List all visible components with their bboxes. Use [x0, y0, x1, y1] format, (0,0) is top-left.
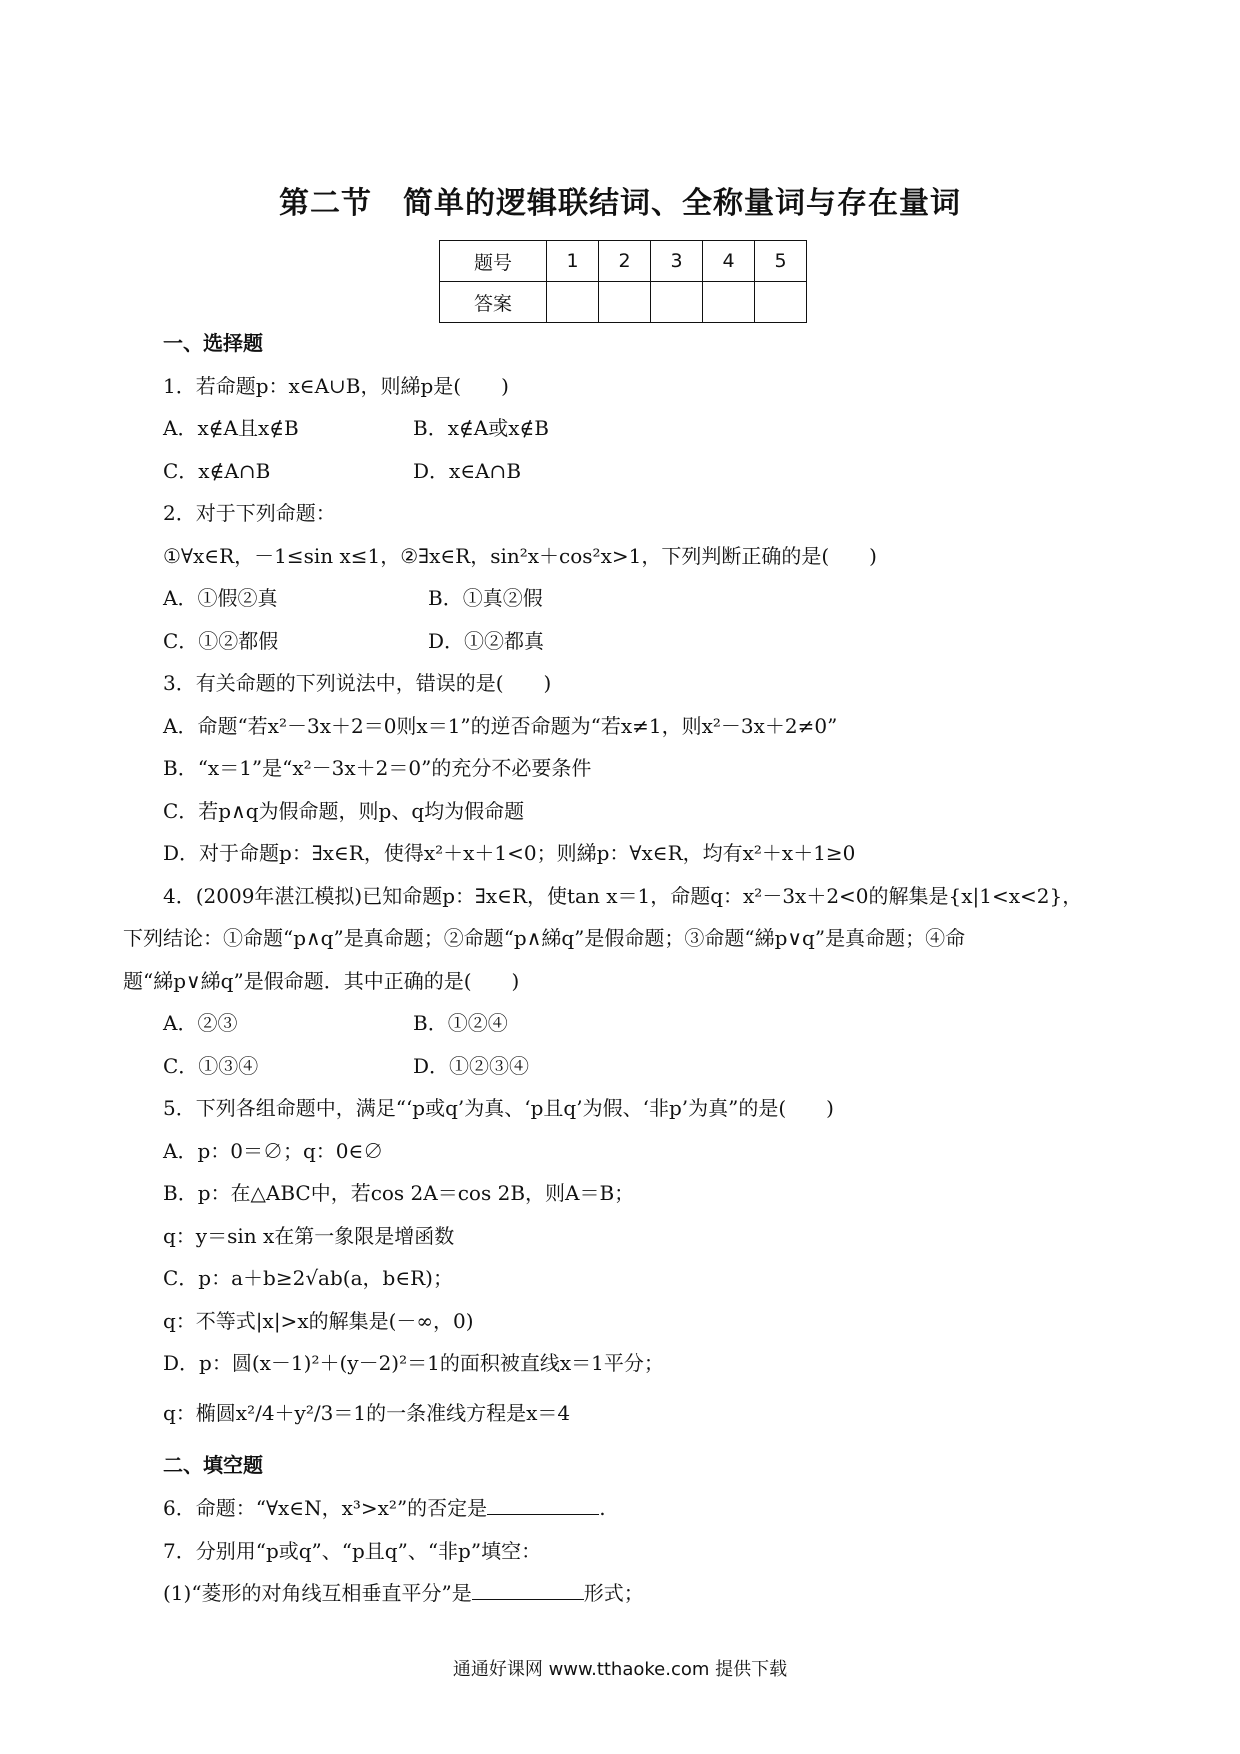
- table-row: [440, 241, 807, 282]
- answer-cell[interactable]: [703, 282, 755, 323]
- question-number-cell: 3: [651, 241, 703, 282]
- option-text: q：y＝sin x在第一象限是增函数: [163, 1224, 455, 1248]
- option-text: D．x∈A∩B: [413, 459, 522, 483]
- question-prompt: (1)“菱形的对角线互相垂直平分”是: [163, 1581, 472, 1605]
- option-text: A．②③: [163, 1011, 238, 1035]
- question-number-cell: 4: [703, 241, 755, 282]
- answer-blank[interactable]: [487, 1496, 599, 1515]
- option-text: C．①③④: [163, 1054, 259, 1078]
- option-text: C．①②都假: [163, 629, 279, 653]
- option-text: A．x∉A且x∉B: [163, 416, 299, 440]
- section-heading: 二、填空题: [163, 1453, 263, 1477]
- option-text: B．“x＝1”是“x²－3x＋2＝0”的充分不必要条件: [163, 756, 592, 780]
- answer-table: [439, 240, 807, 323]
- option-text: B．x∉A或x∉B: [413, 416, 550, 440]
- question-text: [163, 1495, 606, 1521]
- answer-cell[interactable]: [547, 282, 599, 323]
- question-text: 题“綈p∨綈q”是假命题．其中正确的是( ): [123, 969, 520, 993]
- option-text: A．命题“若x²－3x＋2＝0则x＝1”的逆否命题为“若x≠1，则x²－3x＋2≠0”: [163, 714, 838, 738]
- option-text: A．p：0＝∅；q：0∈∅: [163, 1139, 384, 1163]
- question-text: ①∀x∈R，－1≤sin x≤1，②∃x∈R，sin²x＋cos²x>1，下列判断正确的是( ): [163, 544, 877, 568]
- option-text: D．①②③④: [413, 1054, 530, 1078]
- answer-cell[interactable]: [599, 282, 651, 323]
- option-text: D．①②都真: [428, 629, 545, 653]
- section-heading: 一、选择题: [163, 331, 263, 355]
- question-number-cell: 1: [547, 241, 599, 282]
- page-footer: 通通好课网 www.tthaoke.com 提供下载: [452, 1659, 788, 1680]
- option-text: B．①②④: [413, 1011, 508, 1035]
- option-text: D．对于命题p：∃x∈R，使得x²＋x＋1<0；则綈p：∀x∈R，均有x²＋x＋1≥0: [163, 841, 856, 865]
- question-text: 3．有关命题的下列说法中，错误的是( ): [163, 671, 552, 695]
- question-suffix: 形式；: [583, 1581, 644, 1605]
- page-title: 第二节 简单的逻辑联结词、全称量词与存在量词: [279, 186, 961, 221]
- option-text: q：椭圆x²/4＋y²/3＝1的一条准线方程是x＝4: [163, 1401, 571, 1425]
- option-text: B．p：在△ABC中，若cos 2A＝cos 2B，则A＝B；: [163, 1181, 635, 1205]
- question-number-cell: 2: [599, 241, 651, 282]
- table-header-cell: 题号: [440, 241, 547, 282]
- question-text: 2．对于下列命题：: [163, 501, 336, 525]
- period: .: [599, 1496, 606, 1520]
- question-prompt: 6．命题：“∀x∈N，x³>x²”的否定是: [163, 1496, 488, 1520]
- answer-cell[interactable]: [755, 282, 807, 323]
- table-header-cell: 答案: [440, 282, 547, 323]
- question-number-cell: 5: [755, 241, 807, 282]
- question-text: [163, 1580, 644, 1606]
- option-text: A．①假②真: [163, 586, 278, 610]
- question-text: 5．下列各组命题中，满足“‘p或q’为真、‘p且q’为假、‘非p’为真”的是( ): [163, 1096, 834, 1120]
- question-text: 7．分别用“p或q”、“p且q”、“非p”填空：: [163, 1539, 542, 1563]
- option-text: C．x∉A∩B: [163, 459, 271, 483]
- table-row: [440, 282, 807, 323]
- option-text: C．若p∧q为假命题，则p、q均为假命题: [163, 799, 525, 823]
- answer-blank[interactable]: [472, 1581, 584, 1600]
- option-text: B．①真②假: [428, 586, 543, 610]
- answer-cell[interactable]: [651, 282, 703, 323]
- option-text: C．p：a＋b≥2√ab(a，b∈R)；: [163, 1266, 453, 1290]
- question-text: 下列结论：①命题“p∧q”是真命题；②命题“p∧綈q”是假命题；③命题“綈p∨q”是真命题；④命: [123, 926, 966, 950]
- question-text: 4．(2009年湛江模拟)已知命题p：∃x∈R，使tan x＝1，命题q：x²－3x＋2<0的解集是{x|1<x<2}，: [163, 884, 1083, 908]
- question-text: 1．若命题p：x∈A∪B，则綈p是( ): [163, 374, 509, 398]
- option-text: q：不等式|x|>x的解集是(－∞，0): [163, 1309, 474, 1333]
- option-text: D．p：圆(x－1)²＋(y－2)²＝1的面积被直线x＝1平分；: [163, 1351, 664, 1375]
